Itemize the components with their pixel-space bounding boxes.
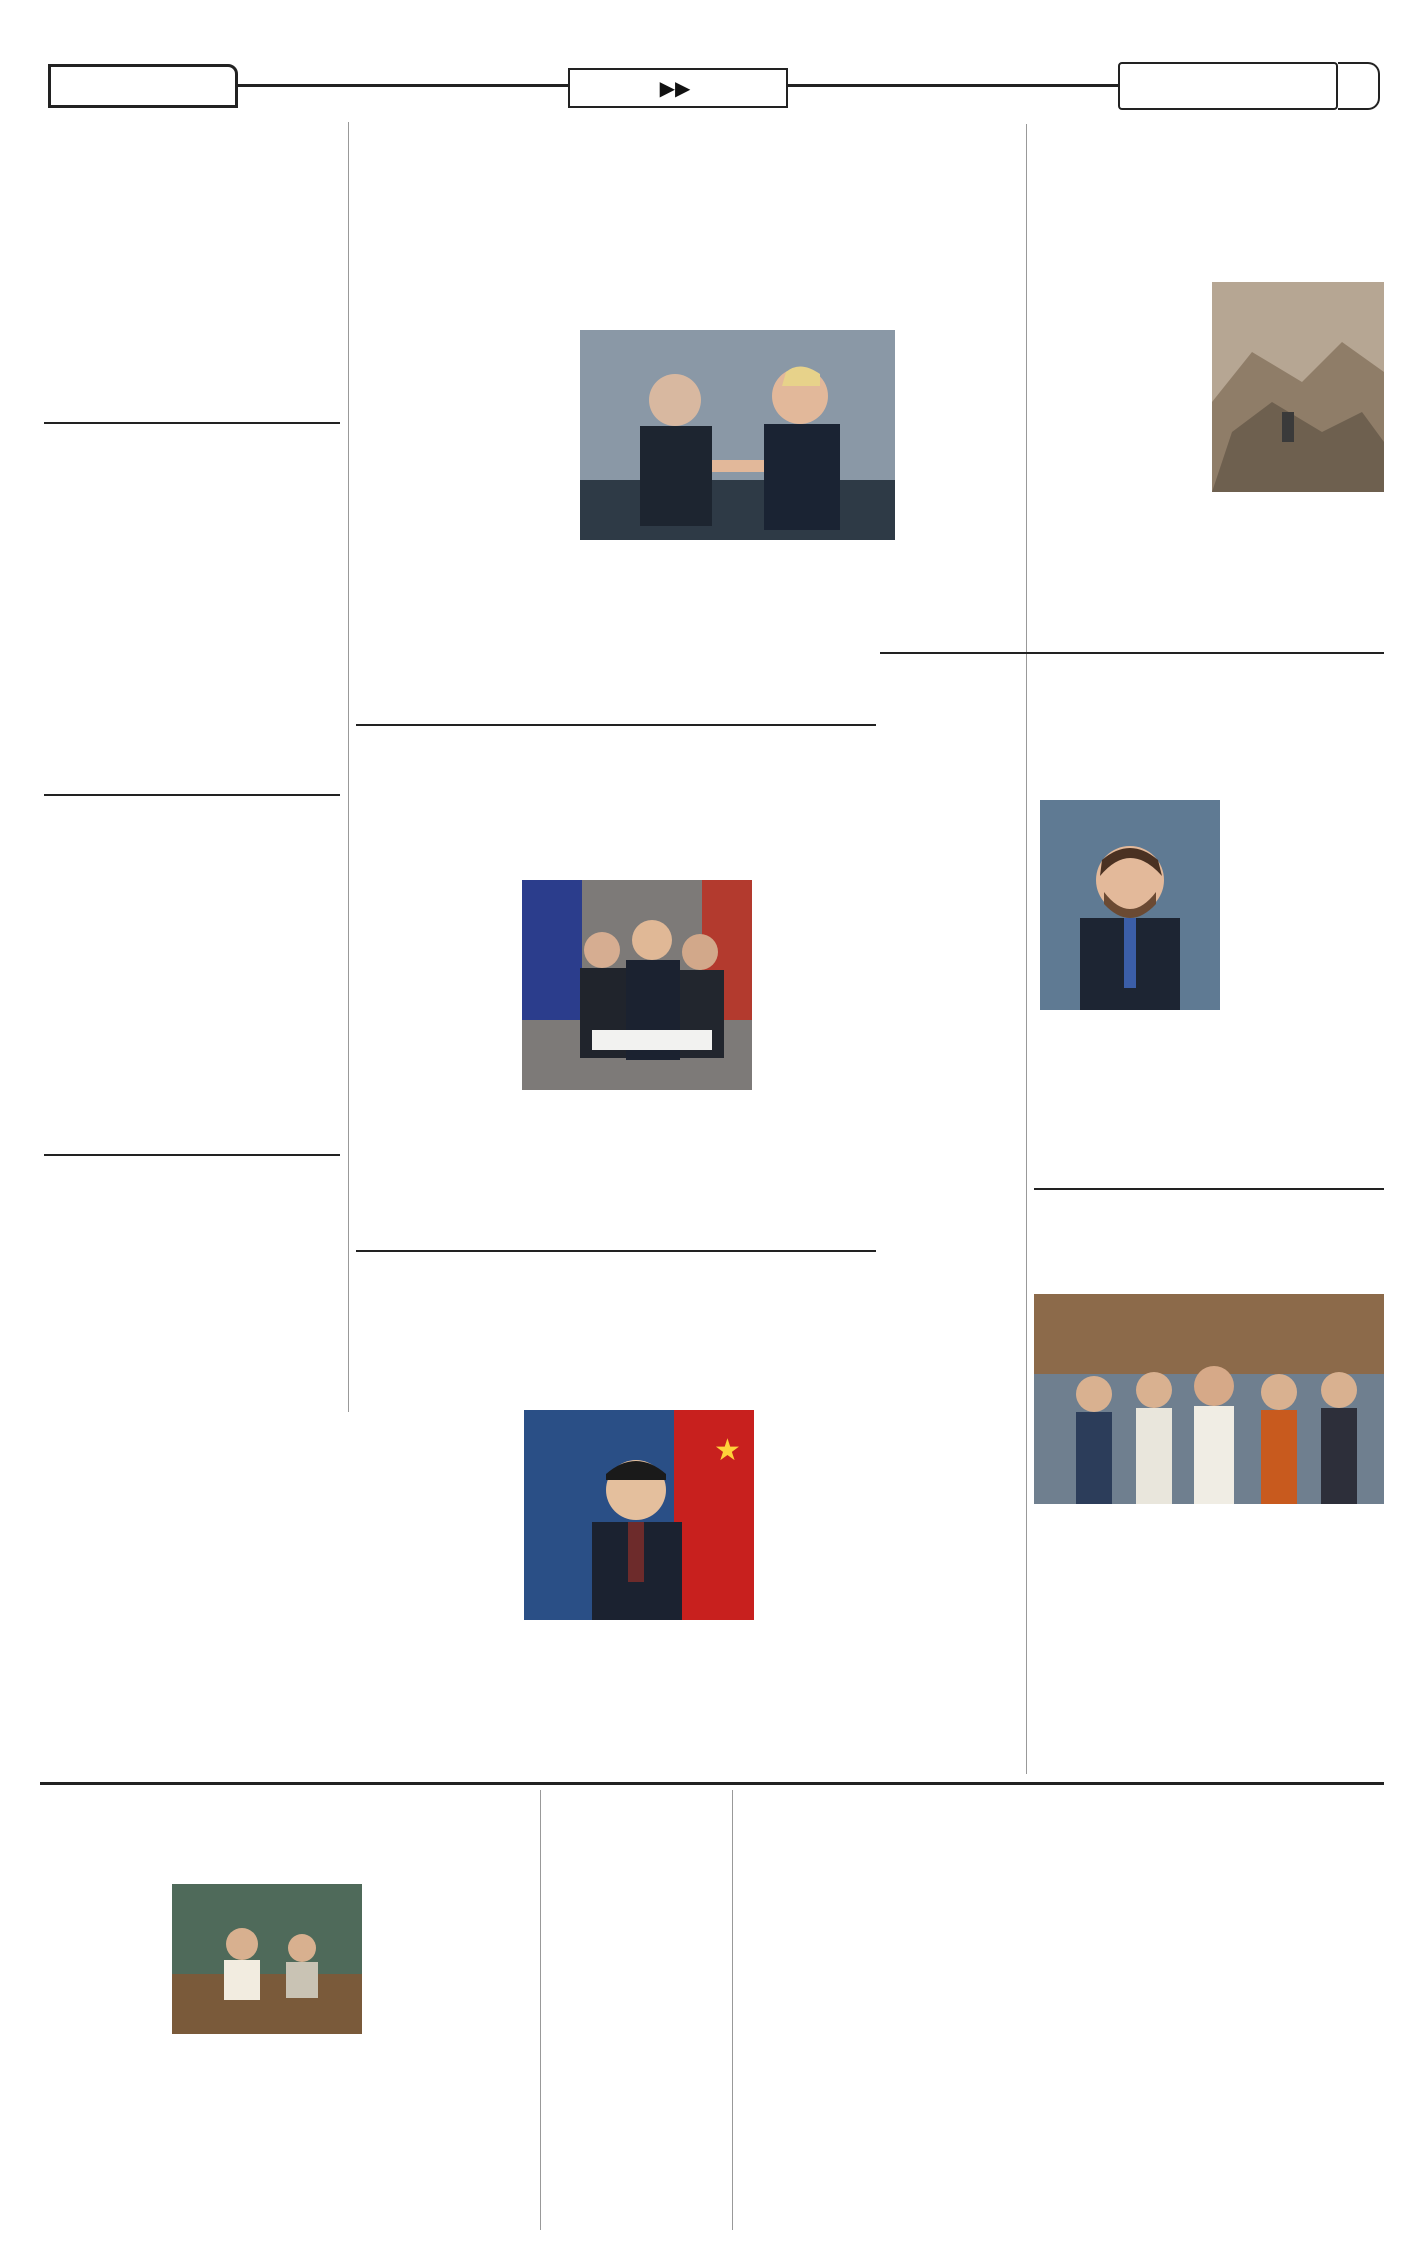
astronaut-body (44, 186, 340, 418)
kejriwal-body-col4 (1226, 1884, 1384, 2224)
gaza-rubble-photo (1212, 282, 1384, 492)
divider (1034, 1188, 1384, 1190)
vance-headline (880, 656, 1384, 756)
vance-body-col1 (882, 762, 1032, 1182)
astronaut-headline (60, 124, 330, 182)
divider (44, 794, 340, 796)
fraud-headline (548, 1790, 726, 1880)
kejriwal-headline (740, 1790, 1384, 1880)
column-divider (348, 122, 349, 1412)
alaska-body-col3 (904, 228, 1016, 718)
fraud-body-col2 (640, 1884, 726, 2224)
japan-body (44, 1232, 340, 1408)
armenia-headline (356, 730, 876, 840)
sonowal-headline (1034, 1192, 1384, 1292)
armenia-signing-photo (522, 880, 752, 1090)
gaza-israel-body (44, 500, 340, 790)
gaza-israel-headline (44, 428, 340, 492)
delhi-gst-body-under-photo (172, 2040, 362, 2224)
delhi-gst-body-col3 (370, 1884, 532, 2224)
alaska-body-under-photo (580, 548, 895, 718)
column-divider (540, 1790, 541, 2230)
temple-visit-image (1034, 1294, 1384, 1504)
divider (356, 1250, 876, 1252)
divider (880, 652, 1384, 654)
china-body-col3 (762, 1370, 876, 1770)
armenia-body-col3 (760, 846, 876, 1246)
china-body-under-photo (524, 1626, 754, 1770)
gaza-germany-headline (1034, 124, 1384, 224)
divider (44, 422, 340, 424)
kejriwal-body-col1 (740, 1884, 894, 2224)
section-banner (568, 68, 788, 108)
rubble-image (1212, 282, 1384, 492)
japan-headline (44, 1160, 340, 1224)
masthead-rule (238, 84, 568, 87)
vance-photo (1040, 800, 1220, 1010)
trump-putin-handshake-image (580, 330, 895, 540)
delhi-gst-body-col1 (44, 1884, 164, 2224)
play-arrows-icon: ▶▶ (659, 76, 691, 100)
kejriwal-body-col2 (902, 1884, 1056, 2224)
gaza-germany-body (1034, 228, 1206, 648)
delhi-gst-headline (44, 1790, 532, 1880)
kejriwal-body-col3 (1064, 1884, 1218, 2224)
section-rule (40, 1782, 1384, 1785)
vance-body-col3 (1228, 762, 1384, 1182)
alaska-body-col1 (358, 228, 570, 718)
armenia-signing-image (522, 880, 752, 1090)
guo-jiakun-photo (524, 1410, 754, 1620)
svg-text:★: ★ (714, 1433, 741, 1468)
vance-image (1040, 800, 1220, 1010)
alaska-headline (356, 124, 1016, 220)
gaza-germany-caption (1212, 498, 1384, 648)
masthead-rule-right (788, 84, 1118, 87)
china-body-col1 (356, 1370, 516, 1770)
divider (356, 724, 876, 726)
china-headline (356, 1256, 876, 1366)
fraud-body-col1 (548, 1884, 632, 2224)
spokesperson-image (524, 1410, 754, 1620)
sonowal-photo (1034, 1294, 1384, 1504)
lynch-headline (44, 800, 340, 864)
armenia-body-under-photo (522, 1096, 752, 1246)
assembly-image (172, 1884, 362, 2034)
vance-body-under-photo (1040, 1016, 1220, 1182)
trump-putin-photo (580, 330, 895, 540)
armenia-body-col1 (356, 846, 514, 1246)
assembly-photo (172, 1884, 362, 2034)
divider (44, 1154, 340, 1156)
sonowal-body-col1 (1034, 1510, 1204, 1772)
dateline-box (1118, 62, 1338, 110)
page-number-badge (1338, 62, 1380, 110)
masthead (0, 0, 1417, 110)
brand-logo (48, 64, 238, 108)
column-divider (732, 1790, 733, 2230)
sonowal-body-col2 (1212, 1510, 1384, 1772)
lynch-body (44, 870, 340, 1150)
